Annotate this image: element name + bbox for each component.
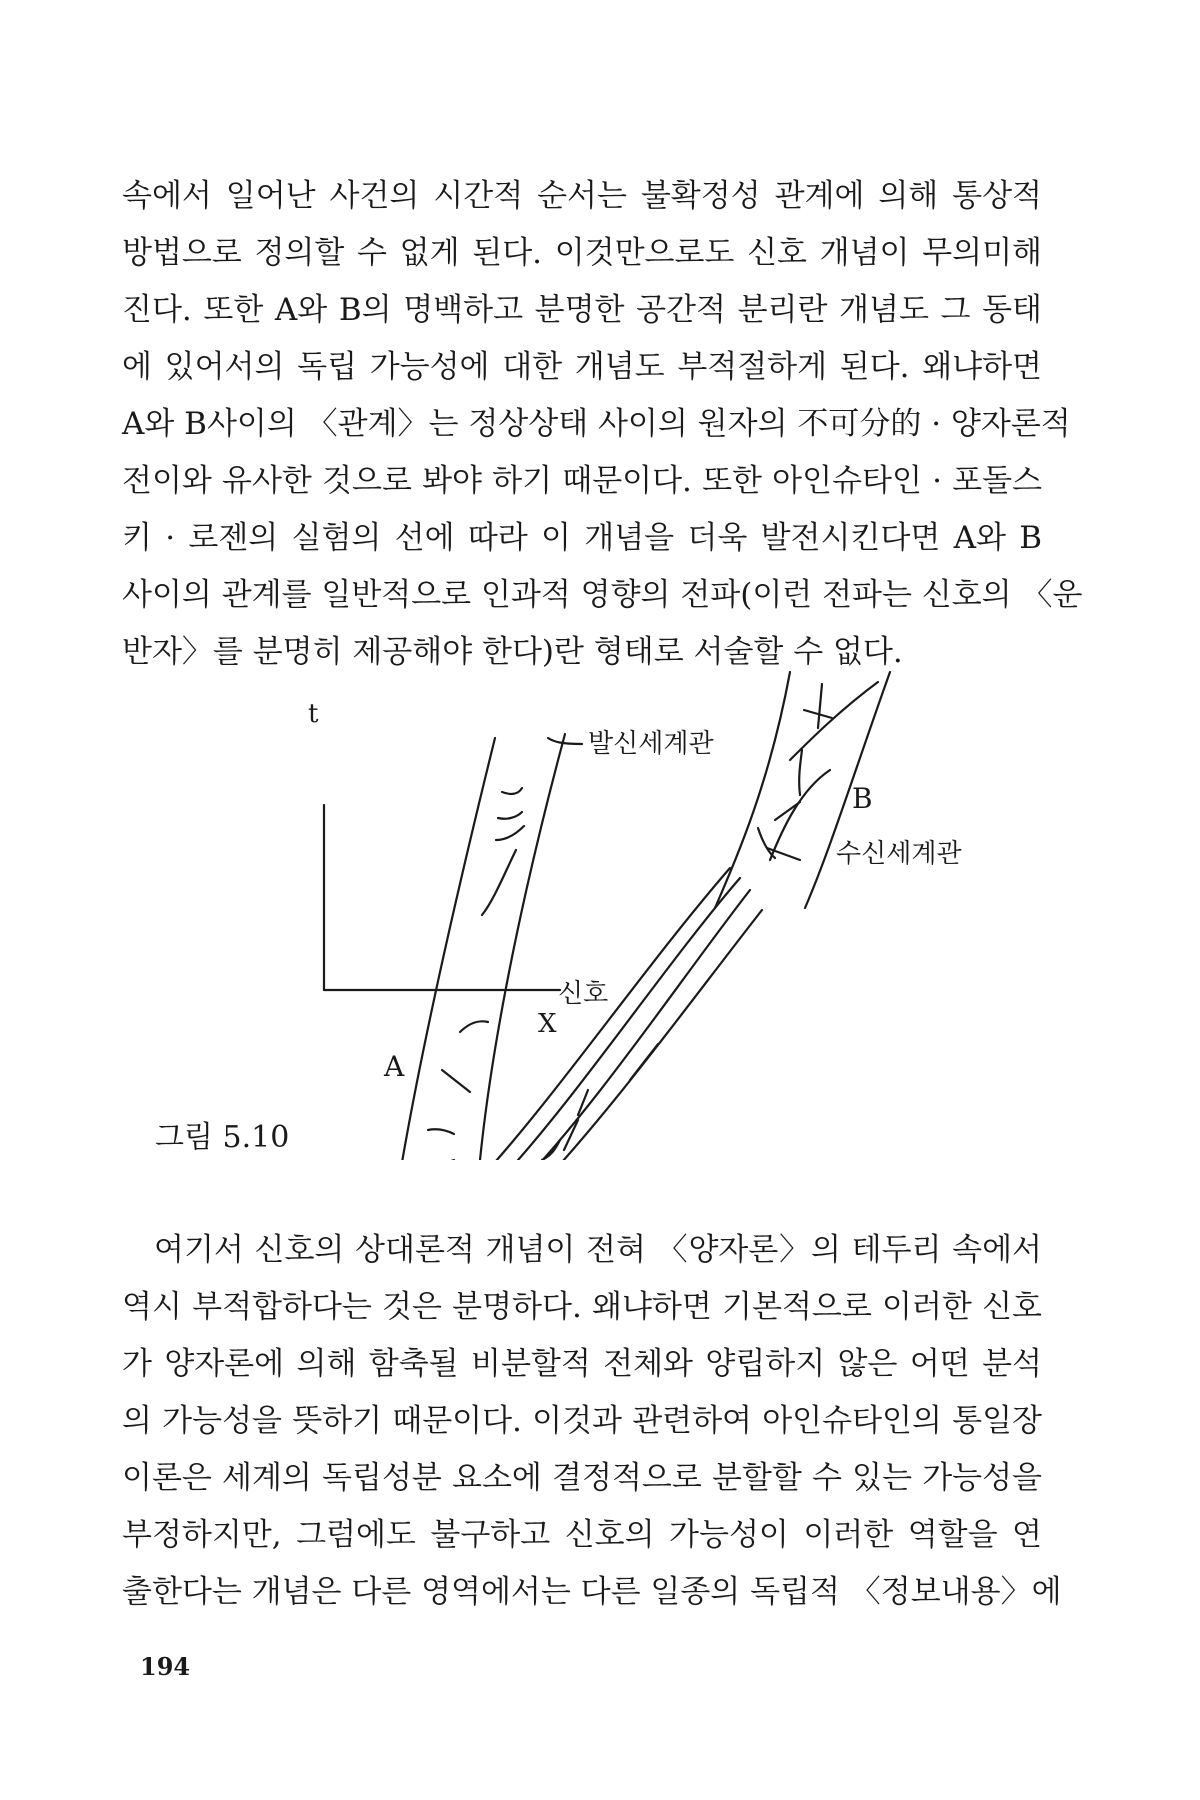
tube-a-mark <box>442 1070 470 1092</box>
text-line: 반자〉를 분명히 제공해야 한다)란 형태로 서술할 수 없다. <box>122 634 903 670</box>
tube-a-mark <box>482 850 516 915</box>
page-number: 194 <box>140 1652 191 1681</box>
text-line: 의 가능성을 뜻하기 때문이다. 이것과 관련하여 아인슈타인의 통일장 <box>122 1403 1042 1439</box>
tube-b-mark <box>818 684 822 728</box>
signal-line <box>500 878 740 1160</box>
text-line: A와 B사이의 〈관계〉는 정상상태 사이의 원자의 不可分的 · 양자론적 <box>122 406 1071 442</box>
tube-b-mark <box>799 750 802 795</box>
world-tube-a-right <box>475 734 565 1160</box>
text-line: 진다. 또한 A와 B의 명백하고 분명한 공간적 분리란 개념도 그 동태 <box>122 292 1042 328</box>
paragraph-1 <box>122 168 1083 681</box>
text-line: 에 있어서의 독립 가능성에 대한 개념도 부적절하게 된다. 왜냐하면 <box>122 349 1042 385</box>
text-line: 가 양자론에 의해 함축될 비분할적 전체와 양립하지 않은 어떤 분석 <box>122 1346 1042 1382</box>
text-line: 출한다는 개념은 다른 영역에서는 다른 일종의 독립적 〈정보내용〉에 <box>122 1574 1062 1610</box>
text-line: 사이의 관계를 일반적으로 인과적 영향의 전파(이런 전파는 신호의 〈운 <box>122 577 1083 613</box>
text-line: 이론은 세계의 독립성분 요소에 결정적으로 분할할 수 있는 가능성을 <box>122 1460 1042 1496</box>
tube-a-mark <box>502 788 522 794</box>
b-label: B <box>852 782 873 815</box>
signal-label: 신호 <box>558 979 609 1009</box>
tube-b-mark <box>775 802 800 820</box>
x-axis-label: X <box>538 1009 557 1039</box>
figure-5-10-diagram <box>300 660 1060 1160</box>
text-line: 방법으로 정의할 수 없게 된다. 이것만으로도 신호 개념이 무의미해 <box>122 235 1042 271</box>
a-label: A <box>384 1050 405 1083</box>
text-line: 여기서 신호의 상대론적 개념이 전혀 〈양자론〉의 테두리 속에서 <box>154 1232 1042 1268</box>
sender-leader-line <box>548 738 582 744</box>
text-line: 부정하지만, 그럼에도 불구하고 신호의 가능성이 이러한 역할을 연 <box>122 1517 1042 1553</box>
tube-a-mark <box>496 826 524 840</box>
paragraph-2 <box>122 1222 1062 1621</box>
text-line: 역시 부적합하다는 것은 분명하다. 왜냐하면 기본적으로 이러한 신호 <box>122 1289 1042 1325</box>
tube-b-mark <box>790 682 878 760</box>
t-axis-label: t <box>308 699 319 729</box>
text-line: 전이와 유사한 것으로 봐야 하기 때문이다. 또한 아인슈타인 · 포돌스 <box>122 463 1042 499</box>
tube-a-mark <box>460 1021 488 1032</box>
world-tube-a-left <box>392 738 495 1160</box>
signal-line <box>488 868 730 1160</box>
text-line: 키 · 로젠의 실험의 선에 따라 이 개념을 더욱 발전시킨다면 A와 B <box>122 520 1042 556</box>
receiver-label: 수신세계관 <box>836 839 962 869</box>
text-line: 속에서 일어난 사건의 시간적 순서는 불확정성 관계에 의해 통상적 <box>122 178 1042 214</box>
figure-caption: 그림 5.10 <box>155 1120 290 1155</box>
tube-a-mark <box>428 1129 454 1134</box>
sender-label: 발신세계관 <box>588 729 714 759</box>
tube-a-mark <box>498 812 522 819</box>
signal-mark <box>630 1044 658 1080</box>
